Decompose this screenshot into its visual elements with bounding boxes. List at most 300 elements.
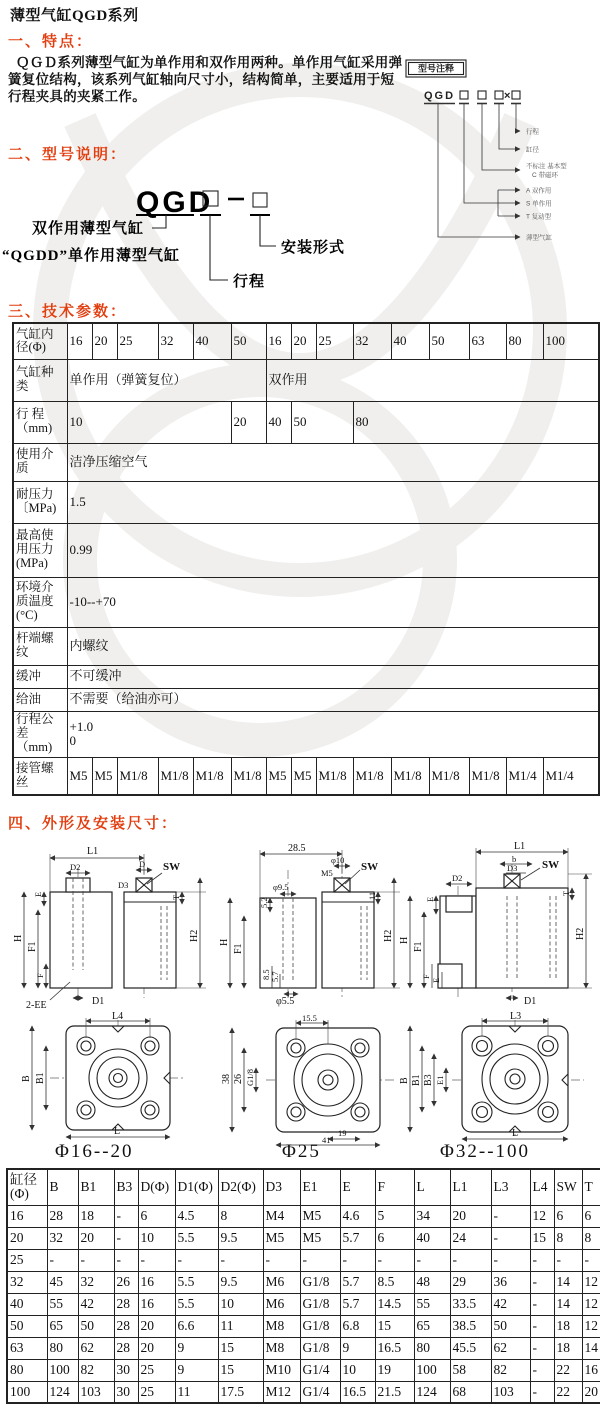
dim-cell: M6 bbox=[263, 1293, 300, 1315]
spec-cell: M1/8 bbox=[158, 757, 193, 795]
spec-cell: M1/8 bbox=[469, 757, 506, 795]
dim-row bbox=[7, 1227, 600, 1249]
dim-cell: 62 bbox=[78, 1337, 114, 1359]
dim-cell: - bbox=[530, 1293, 554, 1315]
dim-cell: 6 bbox=[554, 1205, 582, 1227]
dim-label: L4 bbox=[112, 1011, 124, 1022]
spec-cell: M5 bbox=[92, 757, 117, 795]
dim-label: F1 bbox=[233, 943, 244, 954]
dim-cell: - bbox=[300, 1249, 340, 1271]
dim-label: 11 bbox=[367, 891, 377, 900]
dim-cell: - bbox=[114, 1249, 138, 1271]
dim-cell: 4.6 bbox=[340, 1205, 375, 1227]
notation-title: 型号注释 bbox=[417, 63, 455, 74]
notation-label-a: A 双作用 bbox=[526, 187, 552, 195]
spec-cell: M1/8 bbox=[391, 757, 429, 795]
dim-cell: 16 bbox=[7, 1205, 47, 1227]
dim-cell: 14.5 bbox=[375, 1293, 414, 1315]
dim-cell: 55 bbox=[414, 1293, 450, 1315]
dim-cell: 30 bbox=[114, 1359, 138, 1381]
dim-cell: 38.5 bbox=[450, 1315, 491, 1337]
notation-label-bottom: 薄型气缸 bbox=[526, 234, 552, 242]
dim-label: L bbox=[114, 1126, 121, 1137]
dim-label: T bbox=[171, 894, 181, 900]
spec-row bbox=[13, 323, 599, 359]
dim-header-cell: E1 bbox=[300, 1169, 340, 1205]
notation-times: × bbox=[504, 90, 511, 102]
spec-cell: -10--+70 bbox=[67, 577, 599, 627]
spec-row-label: 最高使 用压力 (MPa) bbox=[13, 523, 67, 577]
notation-label-stroke: 行程 bbox=[526, 128, 539, 136]
dim-cell: 103 bbox=[491, 1381, 530, 1403]
spec-row-label: 行程公 差 （mm) bbox=[13, 711, 67, 757]
spec-cell: 20 bbox=[231, 401, 266, 443]
dim-label: B1 bbox=[411, 1074, 422, 1086]
model-description-diagram bbox=[0, 168, 600, 318]
dim-cell: 40 bbox=[7, 1293, 47, 1315]
dim-cell: M12 bbox=[263, 1381, 300, 1403]
dim-cell: 28 bbox=[114, 1315, 138, 1337]
spec-cell: M1/8 bbox=[231, 757, 266, 795]
dim-cell: 6.6 bbox=[175, 1315, 218, 1337]
spec-cell: 32 bbox=[353, 323, 391, 359]
dim-label: H2 bbox=[383, 929, 394, 942]
spec-row-label: 给油 bbox=[13, 688, 67, 711]
dim-label: 5.7 bbox=[270, 971, 280, 982]
dim-cell: - bbox=[530, 1381, 554, 1403]
spec-cell: 20 bbox=[291, 323, 316, 359]
dim-cell: - bbox=[218, 1249, 263, 1271]
notation-label-base1: 不标注 基本型 bbox=[526, 163, 567, 170]
dim-cell: 24 bbox=[450, 1227, 491, 1249]
dim-cell: 34 bbox=[414, 1205, 450, 1227]
dim-header-cell: L bbox=[414, 1169, 450, 1205]
caption-32-100: Φ32--100 bbox=[440, 1141, 531, 1162]
dimension-table bbox=[6, 1168, 600, 1404]
spec-cell: M5 bbox=[266, 757, 291, 795]
dim-label: H bbox=[219, 938, 230, 946]
notation-label-s: S 单作用 bbox=[526, 200, 552, 208]
dim-cell: 124 bbox=[47, 1381, 78, 1403]
dim-cell: 17.5 bbox=[218, 1381, 263, 1403]
dim-cell: - bbox=[175, 1249, 218, 1271]
model-code: QGD bbox=[136, 186, 214, 219]
dim-header-cell: L4 bbox=[530, 1169, 554, 1205]
page-title: 薄型气缸QGD系列 bbox=[10, 8, 139, 24]
dim-cell: 29 bbox=[450, 1271, 491, 1293]
dim-label: E1 bbox=[435, 1075, 445, 1085]
dim-label: b bbox=[512, 854, 517, 864]
dim-cell: 8 bbox=[554, 1227, 582, 1249]
dim-cell: 80 bbox=[7, 1359, 47, 1381]
dim-cell: - bbox=[47, 1249, 78, 1271]
dim-cell: G1/8 bbox=[300, 1315, 340, 1337]
dim-cell: 14 bbox=[554, 1271, 582, 1293]
dim-cell: 8.5 bbox=[375, 1271, 414, 1293]
spec-row bbox=[13, 627, 599, 665]
dim-label: 2-EE bbox=[26, 1000, 47, 1011]
dim-cell: - bbox=[530, 1359, 554, 1381]
spec-cell: 内螺纹 bbox=[67, 627, 599, 665]
dim-label: F1 bbox=[413, 941, 424, 952]
dim-cell: - bbox=[138, 1249, 175, 1271]
dim-cell: - bbox=[114, 1227, 138, 1249]
dim-cell: 32 bbox=[78, 1271, 114, 1293]
dim-cell: 4.5 bbox=[175, 1205, 218, 1227]
dim-cell: 6 bbox=[375, 1227, 414, 1249]
dim-cell: 62 bbox=[491, 1337, 530, 1359]
dim-label: D3 bbox=[118, 880, 129, 890]
dim-row bbox=[7, 1381, 600, 1403]
dim-cell: 82 bbox=[78, 1359, 114, 1381]
spec-cell: 100 bbox=[543, 323, 599, 359]
dim-label: 15.5 bbox=[302, 1013, 317, 1023]
dim-cell: 26 bbox=[114, 1271, 138, 1293]
dim-label: D1 bbox=[524, 996, 537, 1007]
dim-header-cell: D(Φ) bbox=[138, 1169, 175, 1205]
dim-cell: 20 bbox=[138, 1337, 175, 1359]
dim-cell: 15 bbox=[218, 1359, 263, 1381]
dim-cell: 82 bbox=[491, 1359, 530, 1381]
dim-label: SW bbox=[542, 859, 560, 871]
spec-cell: M1/8 bbox=[117, 757, 158, 795]
dim-label: H bbox=[399, 936, 410, 944]
features-paragraph: ＱＧＤ系列薄型气缸为单作用和双作用两种。单作用气缸采用弹簧复位结构，该系列气缸轴向尺寸小，结构简单，主要适用于短行程夹具的夹紧工作。 bbox=[8, 55, 403, 104]
dim-cell: 14 bbox=[582, 1337, 600, 1359]
spec-cell: M5 bbox=[291, 757, 316, 795]
dim-label: H bbox=[13, 934, 24, 942]
dim-cell: 20 bbox=[7, 1227, 47, 1249]
dim-cell: 40 bbox=[414, 1227, 450, 1249]
dim-cell: 9.5 bbox=[218, 1271, 263, 1293]
dim-label: D2 bbox=[70, 862, 81, 872]
spec-cell: M1/8 bbox=[353, 757, 391, 795]
label-single-acting: “QGDD”单作用薄型气缸 bbox=[2, 248, 181, 264]
section-heading-model: 二、型号说明： bbox=[8, 146, 128, 163]
dim-label: D1 bbox=[92, 996, 105, 1007]
dim-cell: 5.5 bbox=[175, 1293, 218, 1315]
dim-header-cell: F bbox=[375, 1169, 414, 1205]
dim-label: L1 bbox=[514, 841, 526, 852]
dim-cell: - bbox=[340, 1249, 375, 1271]
dim-cell: 42 bbox=[78, 1293, 114, 1315]
dim-cell: 12 bbox=[582, 1315, 600, 1337]
spec-cell: 20 bbox=[92, 323, 117, 359]
spec-cell: 80 bbox=[353, 401, 599, 443]
dim-cell: 124 bbox=[414, 1381, 450, 1403]
dim-cell: 30 bbox=[114, 1381, 138, 1403]
dim-cell: 16 bbox=[138, 1271, 175, 1293]
dim-label: F1 bbox=[27, 941, 38, 952]
spec-cell: 不可缓冲 bbox=[67, 665, 599, 688]
section-heading-dimensions: 四、外形及安装尺寸： bbox=[8, 815, 179, 832]
dim-cell: 25 bbox=[138, 1381, 175, 1403]
dim-cell: 9 bbox=[175, 1359, 218, 1381]
dim-label: F bbox=[421, 974, 431, 979]
dim-label: 38 bbox=[221, 1074, 232, 1084]
dim-cell: 10 bbox=[138, 1227, 175, 1249]
dim-row bbox=[7, 1315, 600, 1337]
dim-cell: 10 bbox=[340, 1359, 375, 1381]
bottom-view-16-20 bbox=[14, 1011, 214, 1140]
dim-cell: 100 bbox=[7, 1381, 47, 1403]
dim-cell: 6 bbox=[138, 1205, 175, 1227]
spec-row bbox=[13, 523, 599, 577]
spec-cell: M1/8 bbox=[193, 757, 231, 795]
dim-cell: 36 bbox=[491, 1271, 530, 1293]
caption-16-20: Φ16--20 bbox=[55, 1141, 134, 1162]
notation-code: QGD bbox=[424, 90, 456, 102]
dim-cell: 12 bbox=[582, 1271, 600, 1293]
dim-cell: - bbox=[530, 1315, 554, 1337]
dim-cell: 32 bbox=[47, 1227, 78, 1249]
dim-cell: - bbox=[263, 1249, 300, 1271]
dim-header-cell: SW bbox=[554, 1169, 582, 1205]
spec-cell: M1/4 bbox=[543, 757, 599, 795]
dim-cell: 28 bbox=[114, 1293, 138, 1315]
dim-row bbox=[7, 1205, 600, 1227]
dim-label: 28.5 bbox=[288, 843, 306, 854]
dim-cell: M10 bbox=[263, 1359, 300, 1381]
dim-cell: 32 bbox=[7, 1271, 47, 1293]
dim-label: 5.2 bbox=[259, 897, 269, 908]
dim-label: E bbox=[33, 891, 43, 897]
spec-row-label: 环境介 质温度 (°C) bbox=[13, 577, 67, 627]
dim-label: M5 bbox=[321, 868, 333, 878]
dim-cell: - bbox=[582, 1249, 600, 1271]
spec-row bbox=[13, 688, 599, 711]
dim-label: SW bbox=[163, 861, 181, 873]
dim-cell: G1/8 bbox=[300, 1293, 340, 1315]
dim-cell: M4 bbox=[263, 1205, 300, 1227]
dim-cell: 80 bbox=[47, 1337, 78, 1359]
spec-cell: 单作用（弹簧复位） bbox=[67, 359, 266, 401]
dim-header-cell: T bbox=[582, 1169, 600, 1205]
dim-row bbox=[7, 1293, 600, 1315]
dim-label: D3 bbox=[507, 863, 518, 873]
dim-cell: 5.7 bbox=[340, 1271, 375, 1293]
dim-label: 8.5 bbox=[261, 969, 271, 980]
dim-cell: 15 bbox=[530, 1227, 554, 1249]
dim-label: E bbox=[431, 977, 441, 983]
dim-cell: 48 bbox=[414, 1271, 450, 1293]
spec-row-label: 耐压力 〔MPa) bbox=[13, 481, 67, 523]
dim-cell: 15 bbox=[375, 1315, 414, 1337]
dim-cell: 50 bbox=[78, 1315, 114, 1337]
spec-cell: 50 bbox=[231, 323, 266, 359]
notation-label-t: T 复动型 bbox=[526, 213, 552, 221]
spec-cell: M5 bbox=[67, 757, 92, 795]
dim-cell: 50 bbox=[7, 1315, 47, 1337]
dim-cell: - bbox=[530, 1271, 554, 1293]
dim-cell: 11 bbox=[218, 1315, 263, 1337]
spec-cell: 40 bbox=[391, 323, 429, 359]
spec-cell: 洁净压缩空气 bbox=[67, 443, 599, 481]
dim-label: L3 bbox=[510, 1011, 522, 1022]
dim-cell: 22 bbox=[554, 1381, 582, 1403]
dim-cell: 20 bbox=[582, 1381, 600, 1403]
dim-cell: 12 bbox=[530, 1205, 554, 1227]
dim-cell: 6.8 bbox=[340, 1315, 375, 1337]
spec-cell: 双作用 bbox=[266, 359, 599, 401]
dim-label: B bbox=[21, 1075, 32, 1082]
dim-cell: M6 bbox=[263, 1271, 300, 1293]
dim-label: E bbox=[425, 896, 435, 902]
spec-row bbox=[13, 711, 599, 757]
section-heading-specs: 三、技术参数： bbox=[8, 303, 128, 320]
dim-header-cell: 缸径 (Φ) bbox=[7, 1169, 47, 1205]
spec-cell: +1.0 0 bbox=[67, 711, 599, 757]
dim-cell: 16.5 bbox=[340, 1381, 375, 1403]
spec-row bbox=[13, 577, 599, 627]
dim-label: φ5.5 bbox=[276, 996, 295, 1007]
dim-cell: 42 bbox=[491, 1293, 530, 1315]
dim-row bbox=[7, 1249, 600, 1271]
spec-row-label: 气缸内 径(Φ) bbox=[13, 323, 67, 359]
dim-label: 19 bbox=[338, 1128, 347, 1138]
dim-header-cell: L1 bbox=[450, 1169, 491, 1205]
side-view-25 bbox=[218, 840, 408, 1012]
dim-cell: 8 bbox=[582, 1227, 600, 1249]
dim-header-cell: L3 bbox=[491, 1169, 530, 1205]
dim-cell: 11 bbox=[175, 1381, 218, 1403]
dim-cell: 9 bbox=[175, 1337, 218, 1359]
spec-row-label: 气缸种 类 bbox=[13, 359, 67, 401]
dim-cell: 25 bbox=[138, 1359, 175, 1381]
spec-cell: M1/8 bbox=[316, 757, 353, 795]
dim-cell: - bbox=[554, 1249, 582, 1271]
dim-cell: G1/4 bbox=[300, 1359, 340, 1381]
dim-label: H2 bbox=[575, 927, 586, 940]
dim-cell: 100 bbox=[47, 1359, 78, 1381]
dim-cell: 33.5 bbox=[450, 1293, 491, 1315]
dim-cell: 9 bbox=[340, 1337, 375, 1359]
dim-header-cell: E bbox=[340, 1169, 375, 1205]
side-view-16-20 bbox=[14, 840, 214, 1012]
spec-row bbox=[13, 359, 599, 401]
dim-cell: 100 bbox=[414, 1359, 450, 1381]
dim-cell: 16 bbox=[138, 1293, 175, 1315]
dim-label: SW bbox=[361, 861, 379, 873]
dim-cell: 45.5 bbox=[450, 1337, 491, 1359]
dim-cell: - bbox=[491, 1205, 530, 1227]
dim-cell: - bbox=[78, 1249, 114, 1271]
dim-cell: 63 bbox=[7, 1337, 47, 1359]
spec-cell: 0.99 bbox=[67, 523, 599, 577]
spec-cell: 25 bbox=[117, 323, 158, 359]
spec-row-label: 缓冲 bbox=[13, 665, 67, 688]
spec-cell: 25 bbox=[316, 323, 353, 359]
dim-cell: 6 bbox=[582, 1205, 600, 1227]
side-view-32-100 bbox=[400, 840, 600, 1012]
dim-cell: 5.7 bbox=[340, 1293, 375, 1315]
dim-cell: 20 bbox=[450, 1205, 491, 1227]
spec-cell: 1.5 bbox=[67, 481, 599, 523]
dim-cell: 58 bbox=[450, 1359, 491, 1381]
spec-row-label: 接管螺 丝 bbox=[13, 757, 67, 795]
dim-cell: - bbox=[491, 1249, 530, 1271]
dim-cell: 10 bbox=[218, 1293, 263, 1315]
dim-cell: 14 bbox=[554, 1293, 582, 1315]
spec-cell: 50 bbox=[291, 401, 353, 443]
dim-label: 26 bbox=[233, 1074, 244, 1084]
dim-header-row bbox=[7, 1169, 600, 1205]
spec-cell: M1/4 bbox=[506, 757, 543, 795]
dim-cell: M8 bbox=[263, 1315, 300, 1337]
dim-label: H2 bbox=[189, 929, 200, 942]
dim-cell: 50 bbox=[491, 1315, 530, 1337]
spec-row bbox=[13, 481, 599, 523]
dim-cell: 28 bbox=[114, 1337, 138, 1359]
dim-row bbox=[7, 1337, 600, 1359]
dim-cell: 16 bbox=[582, 1359, 600, 1381]
dim-cell: G1/4 bbox=[300, 1381, 340, 1403]
dim-header-cell: D3 bbox=[263, 1169, 300, 1205]
spec-cell: 40 bbox=[193, 323, 231, 359]
dim-cell: - bbox=[491, 1227, 530, 1249]
bottom-view-32-100 bbox=[399, 1011, 600, 1144]
dim-cell: - bbox=[114, 1205, 138, 1227]
caption-25: Φ25 bbox=[282, 1141, 321, 1162]
dim-cell: M8 bbox=[263, 1337, 300, 1359]
dim-cell: 5.7 bbox=[340, 1227, 375, 1249]
dim-label: B3 bbox=[423, 1074, 434, 1086]
dim-label: 41 bbox=[322, 1135, 331, 1145]
spec-table bbox=[12, 322, 600, 796]
dim-cell: 5.5 bbox=[175, 1227, 218, 1249]
dim-cell: M5 bbox=[300, 1227, 340, 1249]
dim-label: D bbox=[139, 859, 146, 869]
spec-row-label: 使用介 质 bbox=[13, 443, 67, 481]
dim-cell: 65 bbox=[47, 1315, 78, 1337]
dim-cell: 20 bbox=[138, 1315, 175, 1337]
dim-cell: - bbox=[414, 1249, 450, 1271]
section-heading-features: 一、特点： bbox=[8, 33, 94, 50]
spec-cell: M1/8 bbox=[429, 757, 469, 795]
spec-row bbox=[13, 665, 599, 688]
dim-label: L bbox=[512, 1128, 519, 1139]
label-mounting: 安装形式 bbox=[281, 240, 346, 256]
dim-cell: 21.5 bbox=[375, 1381, 414, 1403]
dim-row bbox=[7, 1271, 600, 1293]
spec-cell: 80 bbox=[506, 323, 543, 359]
spec-cell: 不需要（给油亦可） bbox=[67, 688, 599, 711]
dim-cell: - bbox=[450, 1249, 491, 1271]
dim-cell: 12 bbox=[582, 1293, 600, 1315]
spec-cell: 16 bbox=[67, 323, 92, 359]
dim-label: B1 bbox=[35, 1072, 46, 1084]
dim-cell: 25 bbox=[7, 1249, 47, 1271]
spec-cell: 50 bbox=[429, 323, 469, 359]
dim-header-cell: D2(Φ) bbox=[218, 1169, 263, 1205]
dim-label: T bbox=[561, 890, 571, 896]
label-double-acting: 双作用薄型气缸 bbox=[32, 221, 145, 237]
dim-label: D2 bbox=[452, 873, 463, 883]
dim-cell: 20 bbox=[78, 1227, 114, 1249]
notation-label-base2: C 带磁环 bbox=[532, 172, 558, 179]
dim-cell: 55 bbox=[47, 1293, 78, 1315]
dim-cell: 19 bbox=[375, 1359, 414, 1381]
dim-header-cell: B3 bbox=[114, 1169, 138, 1205]
spec-row bbox=[13, 757, 599, 795]
dim-cell: 18 bbox=[554, 1337, 582, 1359]
dim-cell: 18 bbox=[78, 1205, 114, 1227]
dim-cell: - bbox=[530, 1337, 554, 1359]
dim-cell: 16.5 bbox=[375, 1337, 414, 1359]
notation-label-bore: 缸径 bbox=[526, 146, 539, 154]
spec-cell: 10 bbox=[67, 401, 231, 443]
dim-cell: 9.5 bbox=[218, 1227, 263, 1249]
